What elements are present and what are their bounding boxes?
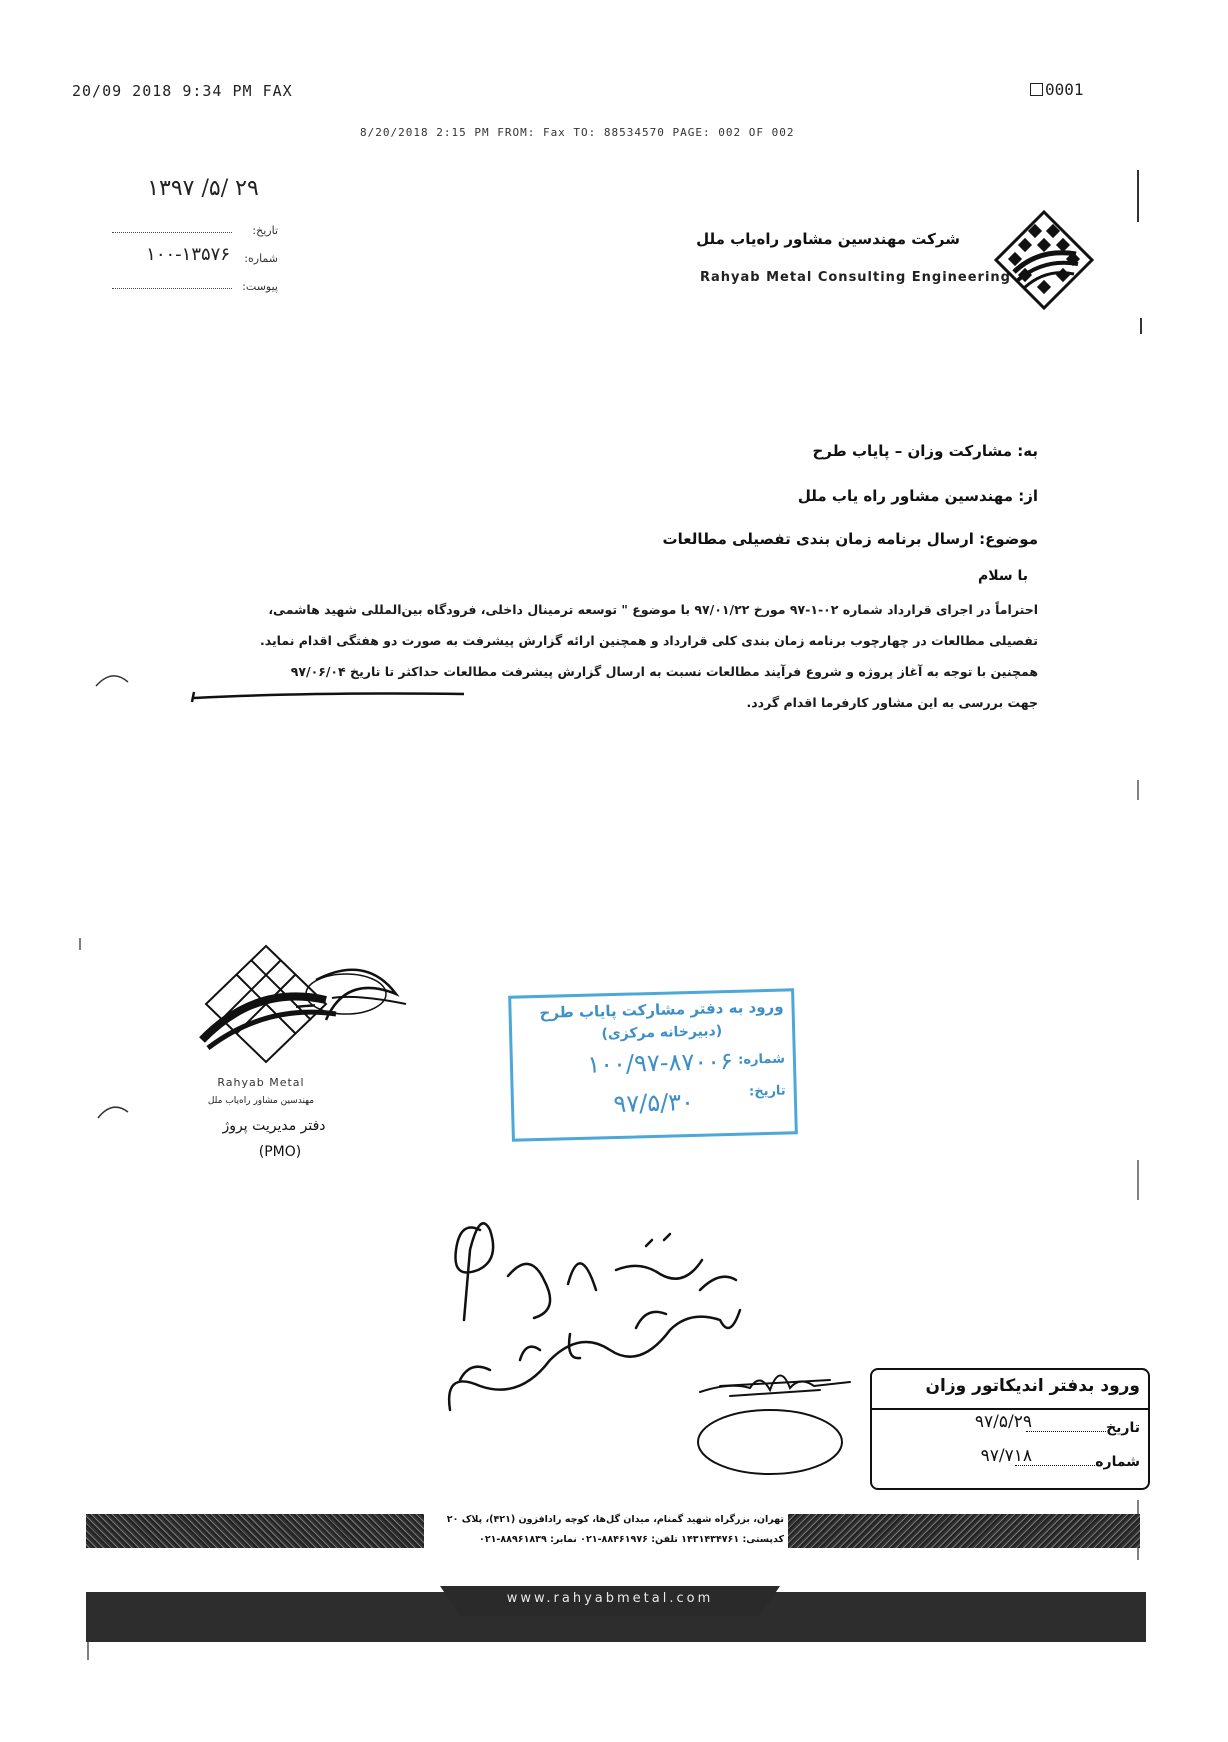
company-name-en: Rahyab Metal Consulting Engineering <box>700 270 1011 285</box>
sender-line: از: مهندسین مشاور راه یاب ملل <box>797 487 1038 505</box>
company-name-fa: شرکت مهندسین مشاور راه‌یاب ملل <box>696 230 960 248</box>
footer-website: www.rahyabmetal.com <box>506 1591 714 1606</box>
footer-pattern-left <box>86 1514 424 1548</box>
black-stamp-date-dots <box>1026 1431 1106 1432</box>
subject-line: موضوع: ارسال برنامه زمان بندی تفصیلی مطالعات <box>662 530 1038 548</box>
pmo-label-fa: دفتر مدیریت پروژ <box>222 1118 326 1134</box>
black-stamp-number-value: ۹۷/۷۱۸ <box>980 1446 1032 1466</box>
attachment-label: پیوست: <box>242 280 278 293</box>
underline-stroke <box>190 688 470 708</box>
date-label: تاریخ: <box>252 224 278 237</box>
initials-signature <box>690 1352 870 1482</box>
pmo-label-en: (PMO) <box>258 1144 302 1160</box>
blue-stamp-subtitle: (دبیرخانه مرکزی) <box>601 1023 723 1043</box>
stamp-company-en: Rahyab Metal <box>217 1076 305 1089</box>
blue-stamp-date-value: ۹۷/۵/۳۰ <box>613 1087 695 1119</box>
number-label: شماره: <box>244 252 278 265</box>
recipient-line: به: مشارکت وزان – پایاب طرح <box>812 442 1038 460</box>
stamp-company-fa: مهندسین مشاور راه‌یاب ملل <box>207 1096 315 1106</box>
fax-page-value: 0001 <box>1045 80 1084 99</box>
receipt-stamp-blue <box>508 988 798 1141</box>
footer-pattern-right <box>788 1514 1140 1548</box>
number-value: ۱۰۰-۱۳۵۷۶ <box>146 244 230 265</box>
paragraph-line-2: تفصیلی مطالعات در چهارچوب برنامه زمان بندی کلی قرارداد و همچنین ارائه گزارش پیشرفت به صورت دو هفتگی اقدام نماید. <box>259 633 1038 648</box>
black-stamp-number-label: شماره <box>1095 1454 1140 1470</box>
handwritten-date: ۱۳۹۷ /۵/ ۲۹ <box>147 176 259 201</box>
blue-stamp-number-value: ۱۰۰/۹۷-۸۷۰۰۶ <box>586 1046 734 1079</box>
black-stamp-date-label: تاریخ <box>1106 1420 1140 1436</box>
handwritten-signature-name: ـــ <box>295 987 315 1013</box>
paragraph-line-1: احتراماً در اجرای قرارداد شماره ۰۲-۱-۹۷ مورخ ۹۷/۰۱/۲۲ با موضوع " توسعه ترمینال داخلی، فرودگاه بین‌المللی شهید هاشمی، <box>268 602 1038 617</box>
footer-phones: کدپستی: ۱۴۳۱۴۳۴۷۶۱ تلفن: ۸۸۴۶۱۹۷۶-۰۲۱ نمابر: ۸۸۹۶۱۸۳۹-۰۲۱ <box>479 1534 784 1545</box>
blue-stamp-number-label: شماره: <box>737 1051 786 1068</box>
fax-header-line: 20/09 2018 9:34 PM FAX <box>72 82 293 100</box>
paragraph-line-4: جهت بررسی به این مشاور کارفرما اقدام گردد. <box>746 695 1038 710</box>
fax-transmission-line: 8/20/2018 2:15 PM FROM: Fax TO: 88534570 PAGE: 002 OF 002 <box>360 126 795 139</box>
black-stamp-divider <box>872 1408 1148 1410</box>
black-stamp-date-row <box>1022 1420 1140 1436</box>
black-stamp-date-value: ۹۷/۵/۲۹ <box>974 1412 1032 1432</box>
footer-address: تهران، بزرگراه شهید گمنام، میدان گل‌ها، کوچه رادافزون (۴۲۱)، پلاک ۲۰ <box>446 1514 784 1525</box>
paragraph-line-3: همچنین با توجه به آغاز پروژه و شروع فرآیند مطالعات نسبت به ارسال گزارش پیشرفت مطالعات حداکثر تا تاریخ ۹۷/۰۶/۰۴ <box>290 664 1038 679</box>
black-stamp-title: ورود بدفتر اندیکاتور وزان <box>925 1376 1140 1396</box>
blue-stamp-date-label: تاریخ: <box>748 1083 786 1100</box>
greeting: با سلام <box>977 568 1028 584</box>
entry-stamp-black <box>870 1368 1150 1490</box>
blue-stamp-title: ورود به دفتر مشارکت پایاب طرح <box>539 997 784 1022</box>
